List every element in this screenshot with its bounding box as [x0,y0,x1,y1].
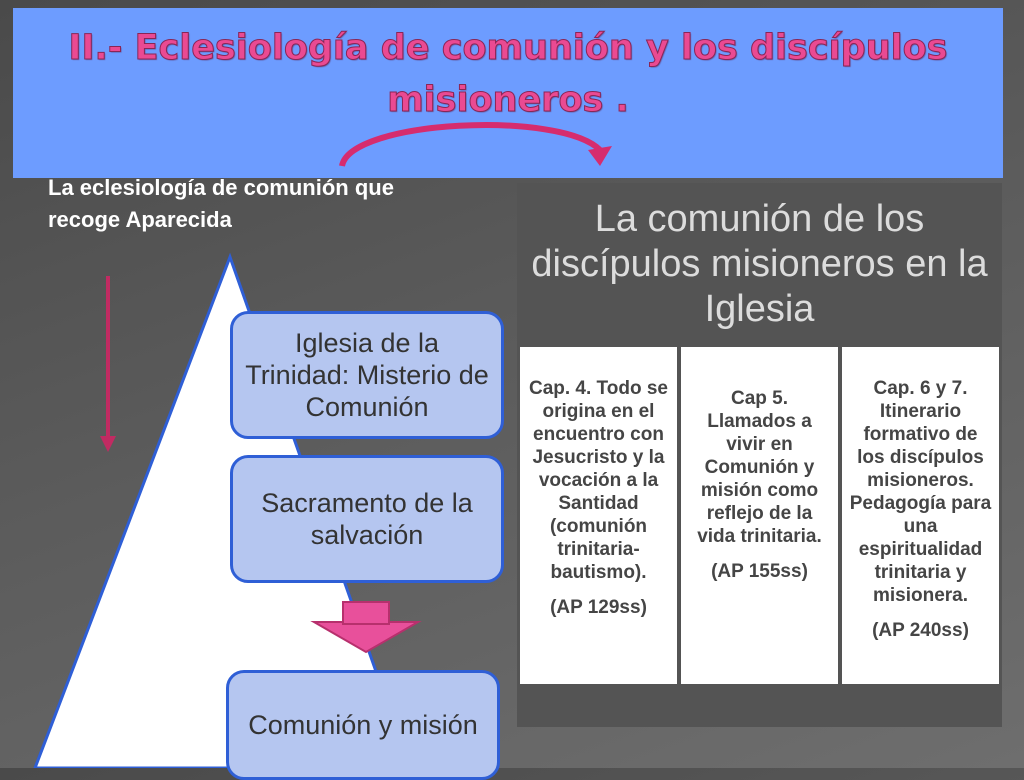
slide-title: II.- Eclesiología de comunión y los discípulos misioneros . [68,28,948,120]
box-sacramento: Sacramento de la salvación [230,455,504,583]
intro-text: La eclesiología de comunión que recoge Aparecida [48,175,394,232]
panel-title: La comunión de los discípulos misioneros en la Iglesia [531,198,988,330]
curved-arrow-icon [342,125,612,166]
down-arrow-icon [100,276,116,452]
right-panel [517,183,1002,727]
column-cap-6-7: Cap. 6 y 7. Itinerario formativo de los discípulos misioneros. Pedagogía para una espiritualidad trinitaria y misionera. (AP 240ss) [842,347,999,684]
column-cap-4: Cap. 4. Todo se origina en el encuentro con Jesucristo y la vocación a la Santidad (comunión trinitaria-bautismo). (AP 129ss) [520,347,677,684]
box-comunion-mision: Comunión y misión [226,670,500,780]
box-iglesia-trinidad: Iglesia de la Trinidad: Misterio de Comunión [230,311,504,439]
column-cap-5: Cap 5. Llamados a vivir en Comunión y misión como reflejo de la vida trinitaria. (AP 155ss) [681,347,838,684]
